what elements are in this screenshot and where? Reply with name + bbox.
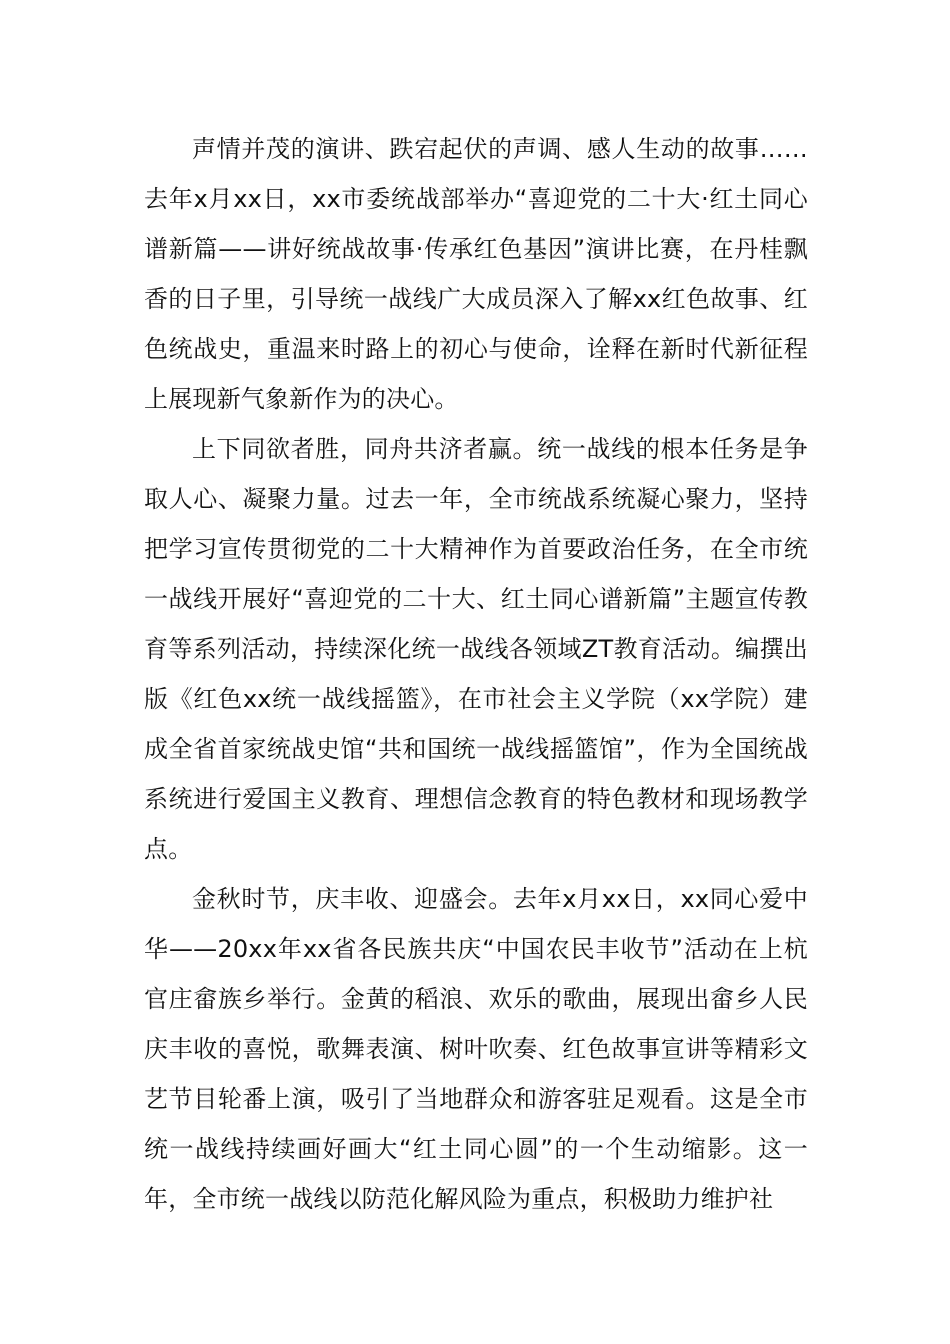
paragraph-1: 声情并茂的演讲、跌宕起伏的声调、感人生动的故事……去年x月xx日，xx市委统战部举办“喜迎党的二十大·红土同心谱新篇——讲好统战故事·传承红色基因”演讲比赛，在丹桂飘香的日子里，引导统一战线广大成员深入了解xx红色故事、红色统战史，重温来时路上的初心与使命，诠释在新时代新征程上展现新气象新作为的决心。 xyxy=(144,135,808,413)
paragraph-3: 金秋时节，庆丰收、迎盛会。去年x月xx日，xx同心爱中华——20xx年xx省各民族共庆“中国农民丰收节”活动在上杭官庄畲族乡举行。金黄的稻浪、欢乐的歌曲，展现出畲乡人民庆丰收的喜悦，歌舞表演、树叶吹奏、红色故事宣讲等精彩文艺节目轮番上演，吸引了当地群众和游客驻足观看。这是全市统一战线持续画好画大“红土同心圆”的一个生动缩影。这一年，全市统一战线以防范化解风险为重点，积极助力维护社 xyxy=(144,885,808,1213)
paragraph-2: 上下同欲者胜，同舟共济者赢。统一战线的根本任务是争取人心、凝聚力量。过去一年，全市统战系统凝心聚力，坚持把学习宣传贯彻党的二十大精神作为首要政治任务，在全市统一战线开展好“喜迎党的二十大、红土同心谱新篇”主题宣传教育等系列活动，持续深化统一战线各领域ZT教育活动。编撰出版《红色xx统一战线摇篮》，在市社会主义学院（xx学院）建成全省首家统战史馆“共和国统一战线摇篮馆”，作为全国统战系统进行爱国主义教育、理想信念教育的特色教材和现场教学点。 xyxy=(144,435,808,863)
document-body xyxy=(144,124,808,1224)
